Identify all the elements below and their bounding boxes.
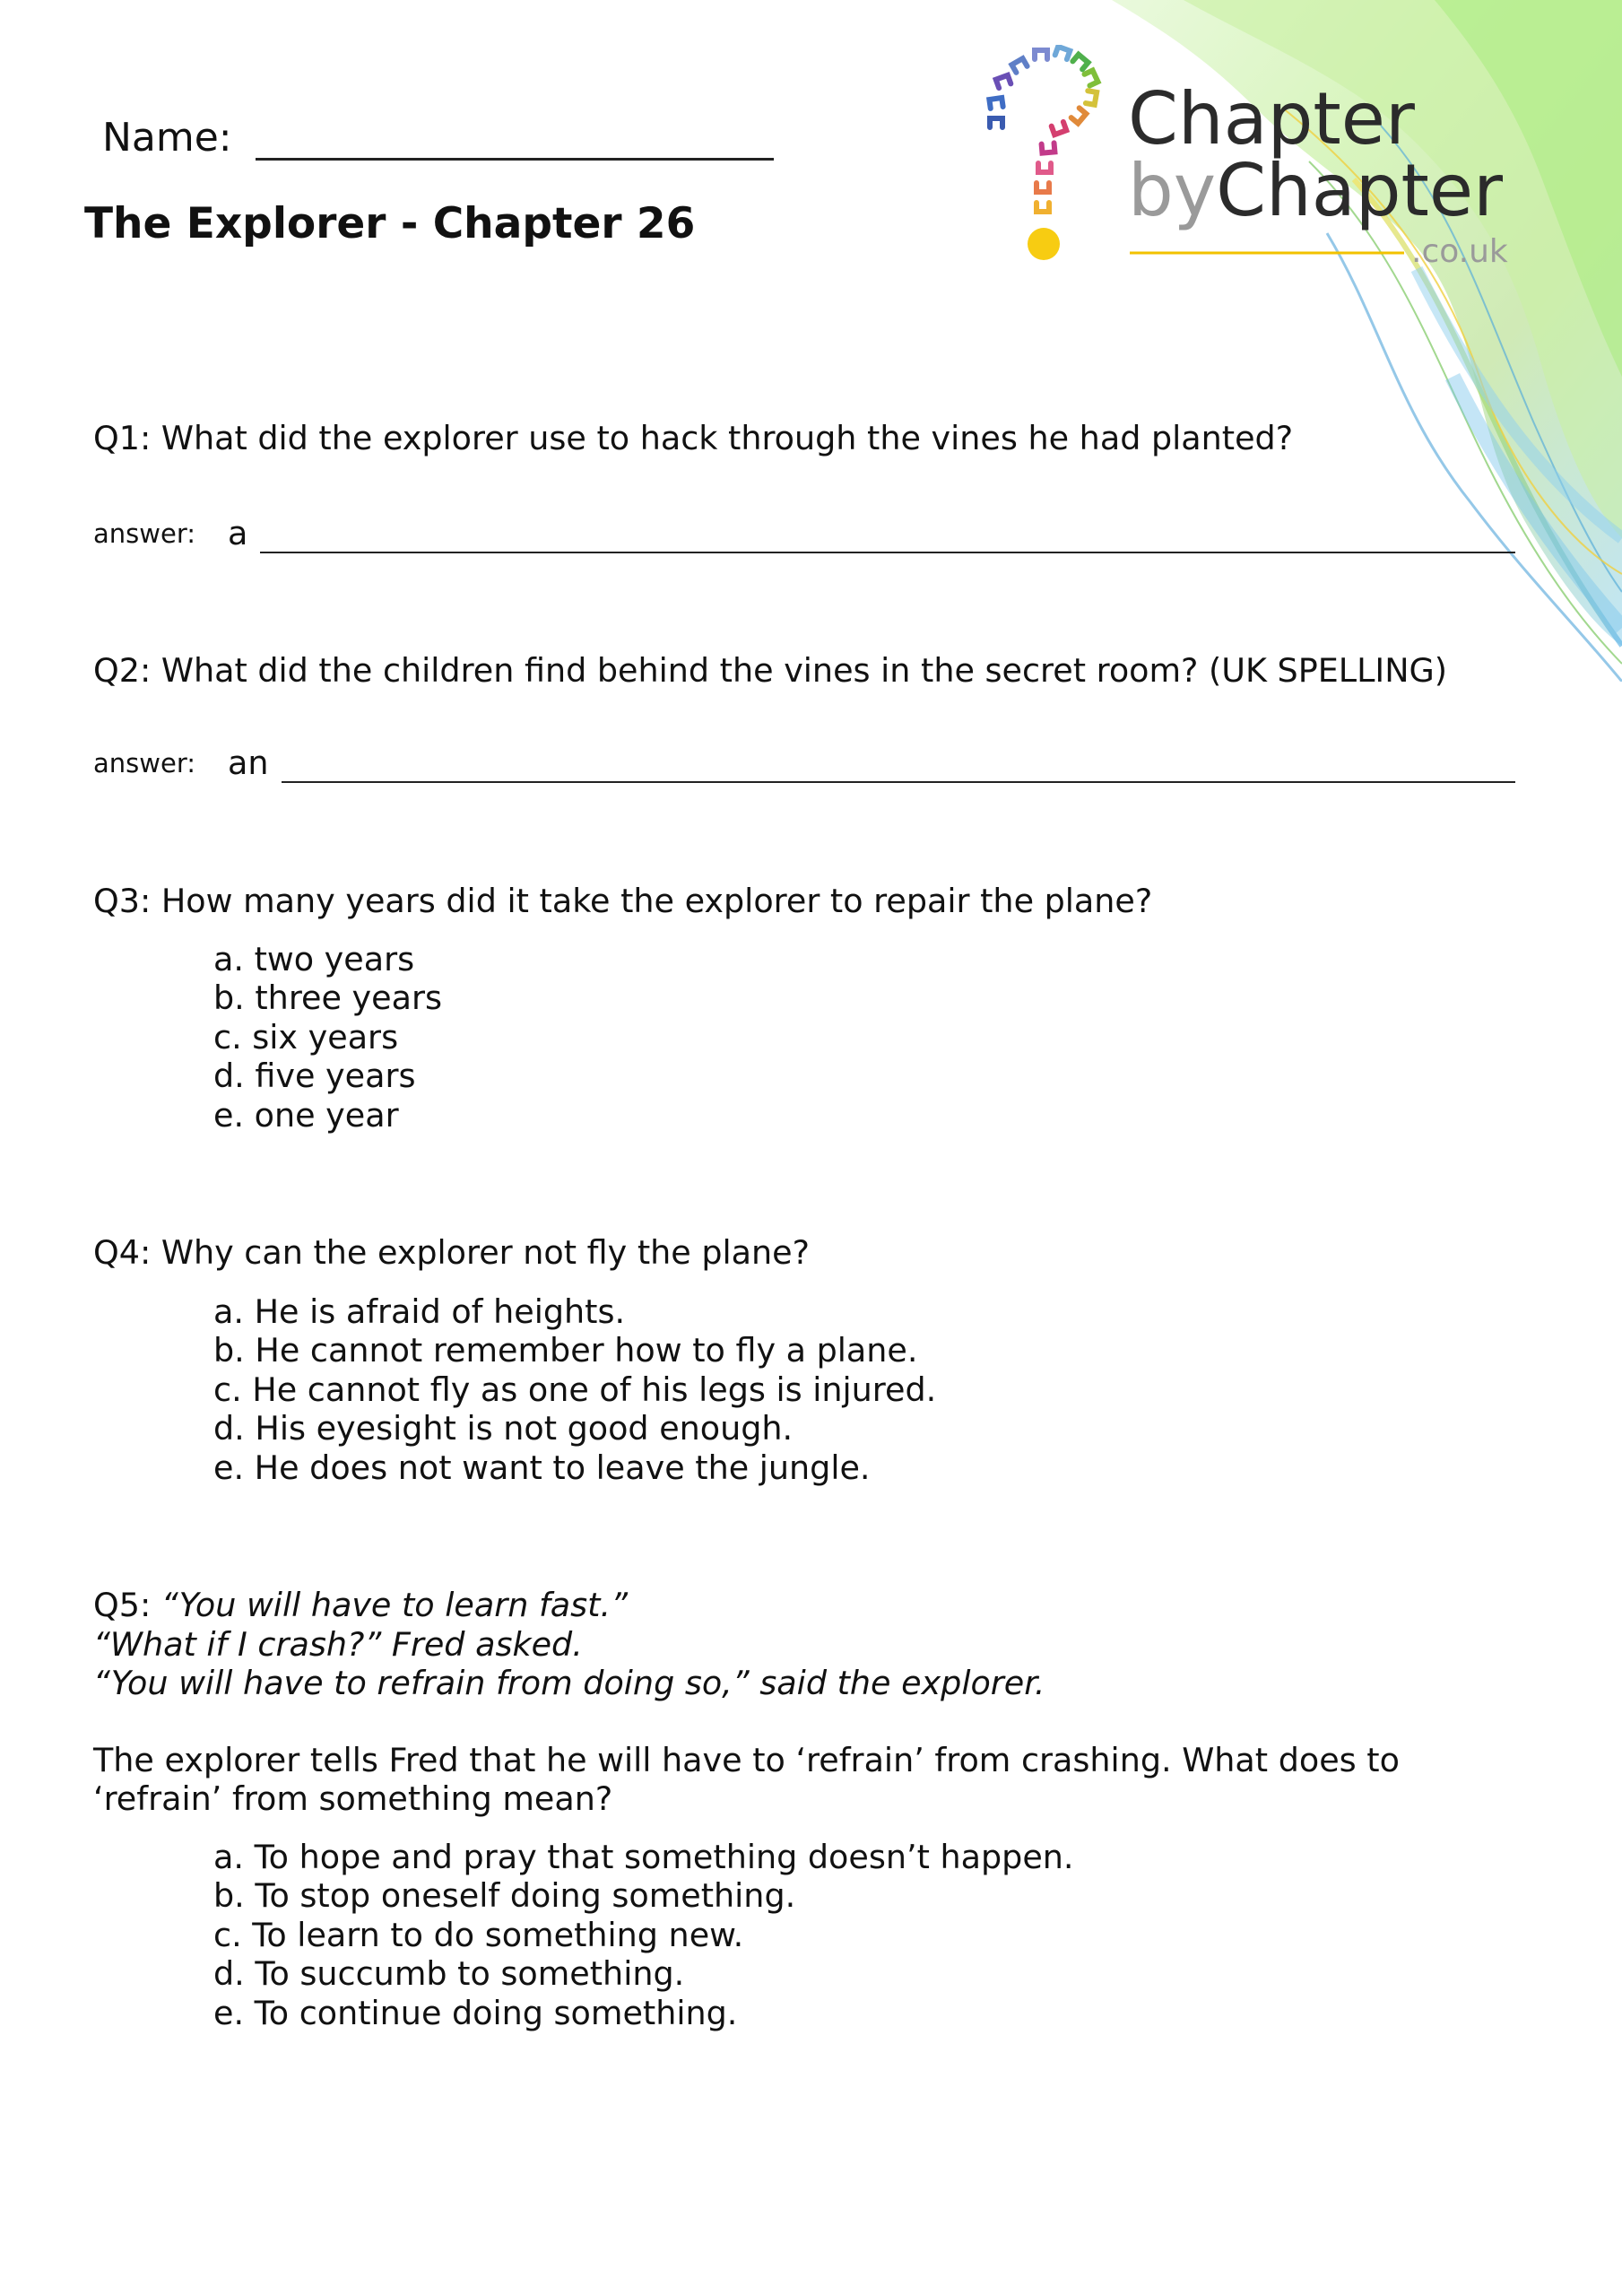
question-3-options: [213, 940, 442, 1135]
question-5-options: [213, 1838, 1074, 2032]
answer-label: answer:: [93, 748, 196, 778]
option-e[interactable]: e. He does not want to leave the jungle.: [213, 1448, 871, 1487]
option-e[interactable]: e. one year: [213, 1095, 399, 1135]
option-b[interactable]: b. He cannot remember how to fly a plane.: [213, 1331, 918, 1370]
question-4-text: Q4: Why can the explorer not fly the plane?: [93, 1233, 810, 1272]
question-2-answer-line[interactable]: [282, 749, 1515, 783]
option-a[interactable]: a. He is afraid of heights.: [213, 1292, 626, 1331]
option-a[interactable]: a. two years: [213, 940, 415, 978]
option-d[interactable]: d. five years: [213, 1057, 416, 1096]
option-b[interactable]: b. three years: [213, 978, 442, 1018]
quote-line-3: “You will have to refrain from doing so,” said the explorer.: [93, 1664, 1045, 1702]
logo-text-by-chapter: byChapter: [1128, 149, 1503, 232]
question-5-text-line-1: The explorer tells Fred that he will have to ‘refrain’ from crashing. What does to: [93, 1741, 1400, 1779]
question-2-text: Q2: What did the children find behind the vines in the secret room? (UK SPELLING): [93, 651, 1448, 690]
question-2-answer-row: [93, 744, 1515, 783]
question-1-text: Q1: What did the explorer use to hack through the vines he had planted?: [93, 419, 1294, 457]
option-d[interactable]: d. His eyesight is not good enough.: [213, 1409, 794, 1448]
question-5-text-line-2: ‘refrain’ from something mean?: [93, 1779, 613, 1818]
option-b[interactable]: b. To stop oneself doing something.: [213, 1876, 796, 1916]
option-c[interactable]: c. To learn to do something new.: [213, 1915, 744, 1954]
answer-label: answer:: [93, 518, 196, 549]
answer-prefix: an: [228, 744, 269, 782]
question-5-label: Q5:: [93, 1586, 161, 1624]
quote-line-2: “What if I crash?” Fred asked.: [93, 1625, 583, 1664]
question-1-answer-line[interactable]: [260, 519, 1515, 553]
name-field: [102, 115, 774, 161]
option-c[interactable]: c. six years: [213, 1017, 399, 1057]
chapter-by-chapter-logo: [959, 45, 1533, 314]
option-a[interactable]: a. To hope and pray that something doesn’t happen.: [213, 1838, 1074, 1876]
question-3-text: Q3: How many years did it take the explorer to repair the plane?: [93, 882, 1153, 920]
question-1-answer-row: [93, 514, 1515, 553]
name-blank-line[interactable]: [256, 122, 774, 161]
question-4-options: [213, 1292, 936, 1487]
book-question-mark-icon: [989, 47, 1097, 260]
option-c[interactable]: c. He cannot fly as one of his legs is injured.: [213, 1370, 937, 1409]
name-label: Name:: [102, 115, 232, 161]
option-d[interactable]: d. To succumb to something.: [213, 1954, 685, 1994]
answer-prefix: a: [228, 514, 248, 552]
question-5-quote: [93, 1586, 628, 1625]
logo-text-couk: .co.uk: [1411, 233, 1508, 270]
logo-text-chapter: Chapter: [1128, 77, 1415, 161]
option-e[interactable]: e. To continue doing something.: [213, 1993, 738, 2032]
quote-line-1: “You will have to learn fast.”: [160, 1586, 629, 1624]
page-title: The Explorer - Chapter 26: [84, 199, 696, 248]
